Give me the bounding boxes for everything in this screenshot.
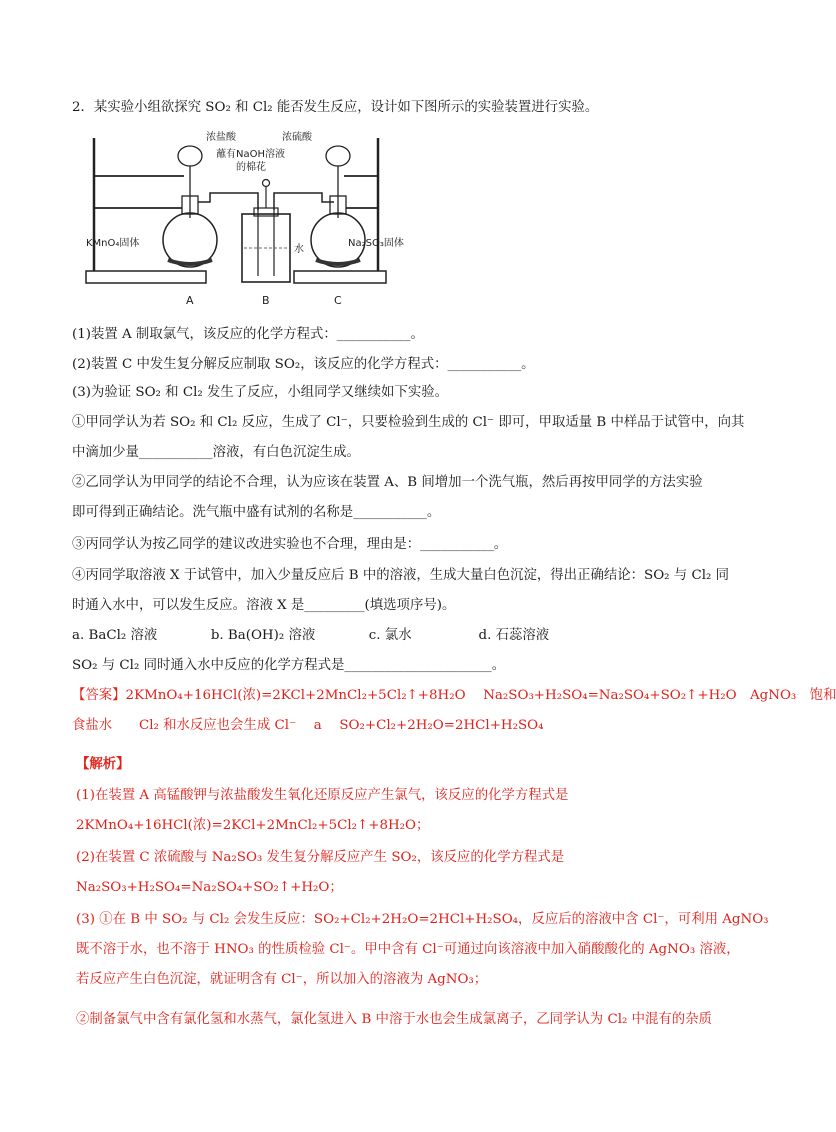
question-line: ③丙同学认为按乙同学的建议改进实验也不合理，理由是：___________。 (72, 537, 508, 552)
question-line: (3)为验证 SO₂ 和 Cl₂ 发生了反应，小组同学又继续如下实验。 (72, 385, 449, 400)
label-c: C (334, 294, 342, 307)
analysis-line: (1)在装置 A 高锰酸钾与浓盐酸发生氧化还原反应产生氯气，该反应的化学方程式是 (76, 788, 569, 803)
answer-line-2: 食盐水 Cl₂ 和水反应也会生成 Cl⁻ a SO₂+Cl₂+2H₂O=2HCl+H₂SO₄ (72, 718, 544, 733)
label-cotton-line2: 的棉花 (236, 162, 266, 173)
question-line: ②乙同学认为甲同学的结论不合理，认为应该在装置 A、B 间增加一个洗气瓶，然后再按甲同学的方法实验 (72, 475, 703, 490)
question-line: ④丙同学取溶液 X 于试管中，加入少量反应后 B 中的溶液，生成大量白色沉淀，得出正确结论：SO₂ 与 Cl₂ 同 (72, 568, 729, 583)
question-line: ①甲同学认为若 SO₂ 和 Cl₂ 反应，生成了 Cl⁻，只要检验到生成的 Cl⁻ 即可，甲取适量 B 中样品于试管中，向其 (72, 415, 745, 430)
analysis-line: (2)在装置 C 浓硫酸与 Na₂SO₃ 发生复分解反应产生 SO₂，该反应的化学方程式是 (76, 850, 565, 865)
question-line: 中滴加少量___________溶液，有白色沉淀生成。 (72, 445, 360, 460)
analysis-line: (3) ①在 B 中 SO₂ 与 Cl₂ 会发生反应：SO₂+Cl₂+2H₂O=2HCl+H₂SO₄，反应后的溶液中含 Cl⁻，可利用 AgNO₃ (76, 912, 769, 927)
stand-base-a (86, 271, 206, 283)
analysis-heading: 【解析】 (76, 756, 130, 772)
label-a: A (186, 294, 194, 307)
question-line: 即可得到正确结论。洗气瓶中盛有试剂的名称是___________。 (72, 505, 441, 520)
analysis-line: Na₂SO₃+H₂SO₄=Na₂SO₄+SO₂↑+H₂O； (76, 880, 343, 895)
analysis-line: 既不溶于水，也不溶于 HNO₃ 的性质检验 Cl⁻。甲中含有 Cl⁻可通过向该溶液中加入硝酸酸化的 AgNO₃ 溶液， (76, 942, 740, 957)
label-kmno4: KMnO₄固体 (86, 238, 140, 249)
funnel-a (178, 146, 202, 166)
answer-line-1: 【答案】2KMnO₄+16HCl(浓)=2KCl+2MnCl₂+5Cl₂↑+8H₂O Na₂SO₃+H₂SO₄=Na₂SO₄+SO₂↑+H₂O AgNO₃ 饱和 (72, 688, 836, 703)
label-na2so3: Na₂SO₃固体 (348, 238, 404, 249)
label-cotton-line1: 蘸有NaOH溶液 (216, 149, 285, 160)
label-hcl: 浓盐酸 (206, 132, 236, 143)
flask-a (163, 213, 217, 267)
label-h2so4: 浓硫酸 (282, 132, 312, 143)
question-line: (1)装置 A 制取氯气，该反应的化学方程式：___________。 (72, 327, 424, 342)
analysis-line: 2KMnO₄+16HCl(浓)=2KCl+2MnCl₂+5Cl₂↑+8H₂O； (76, 818, 430, 833)
label-water: 水 (294, 244, 304, 255)
question-line: SO₂ 与 Cl₂ 同时通入水中反应的化学方程式是______________________。 (72, 658, 506, 673)
stand-base-c (294, 271, 386, 283)
question-line: (2)装置 C 中发生复分解反应制取 SO₂，该反应的化学方程式：___________。 (72, 357, 535, 372)
question-intro: 2．某实验小组欲探究 SO₂ 和 Cl₂ 能否发生反应，设计如下图所示的实验装置进行实验。 (72, 100, 599, 115)
label-b: B (262, 294, 270, 307)
funnel-c (326, 146, 350, 166)
options-line: a. BaCl₂ 溶液 b. Ba(OH)₂ 溶液 c. 氯水 d. 石蕊溶液 (72, 628, 550, 643)
apparatus-figure (86, 128, 404, 310)
analysis-line: 若反应产生白色沉淀，就证明含有 Cl⁻，所以加入的溶液为 AgNO₃； (76, 972, 488, 987)
apparatus-diagram (86, 128, 404, 310)
question-line: 时通入水中，可以发生反应。溶液 X 是_________(填选项序号)。 (72, 598, 456, 613)
analysis-line: ②制备氯气中含有氯化氢和水蒸气，氯化氢进入 B 中溶于水也会生成氯离子，乙同学认为 Cl₂ 中混有的杂质 (76, 1012, 712, 1027)
